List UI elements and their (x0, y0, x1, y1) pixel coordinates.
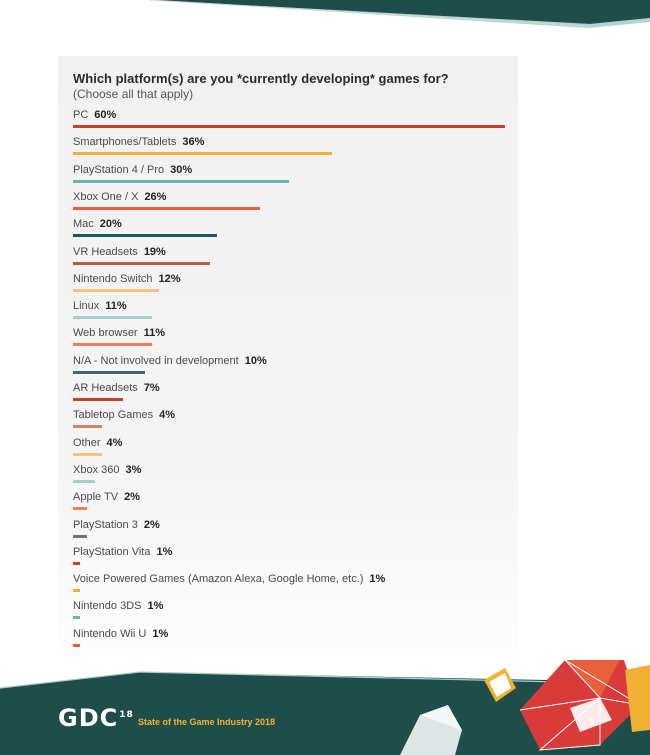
value-label: 2% (124, 491, 140, 504)
value-label: 7% (143, 382, 160, 394)
category-name: Smartphones/Tablets (73, 136, 177, 149)
gdc-logo (58, 704, 134, 732)
category-label (73, 464, 141, 477)
bar (73, 343, 152, 346)
bar (73, 371, 145, 374)
category-label (73, 164, 192, 177)
category-name: VR Headsets (73, 245, 138, 258)
category-name: Voice Powered Games (Amazon Alexa, Google Home, etc.) (73, 573, 364, 586)
value-label: 1% (147, 600, 164, 613)
value-label: 4% (159, 409, 176, 422)
bar (73, 507, 87, 510)
category-label (73, 519, 160, 532)
category-name: Apple TV (73, 491, 119, 504)
page-number: 3 (589, 717, 595, 727)
bar (73, 453, 102, 456)
category-label (73, 300, 127, 313)
value-label: 10% (244, 354, 267, 367)
category-name: Nintendo Wii U (73, 627, 147, 640)
value-label: 4% (106, 436, 123, 449)
value-label: 12% (158, 272, 181, 285)
category-label (73, 409, 175, 422)
bar (73, 480, 95, 483)
category-name: PlayStation 4 / Pro (73, 163, 165, 176)
value-label: 1% (152, 627, 169, 640)
bar (73, 535, 87, 538)
value-label: 1% (156, 545, 173, 558)
category-name: Xbox One / X (73, 190, 139, 203)
category-label (73, 109, 116, 122)
bar (73, 125, 505, 128)
chart-panel (58, 56, 518, 654)
category-name: Other (73, 436, 101, 449)
category-name: PlayStation Vita (73, 545, 151, 558)
logo-text: GDC (58, 704, 119, 732)
category-name: Nintendo 3DS (73, 600, 142, 613)
category-label (73, 600, 163, 613)
bar (73, 644, 80, 647)
top-banner-decoration (0, 0, 650, 30)
value-label: 3% (125, 463, 142, 476)
category-label (73, 218, 122, 231)
category-name: Linux (73, 300, 100, 313)
value-label: 60% (94, 109, 117, 121)
logo-sup: 18 (119, 710, 134, 720)
category-label (73, 382, 160, 395)
bar (73, 207, 260, 210)
category-label (73, 628, 168, 641)
value-label: 30% (170, 163, 193, 176)
value-label: 11% (143, 327, 166, 340)
category-name: Xbox 360 (73, 463, 120, 476)
bar (73, 425, 102, 428)
category-label (73, 355, 267, 368)
bar (73, 562, 80, 565)
bar (73, 180, 289, 183)
category-label (73, 246, 166, 259)
value-label: 11% (105, 300, 127, 313)
category-label (73, 573, 385, 586)
category-label (73, 191, 166, 204)
value-label: 1% (369, 573, 386, 586)
category-name: Tabletop Games (73, 409, 154, 422)
value-label: 36% (182, 136, 205, 149)
category-label (73, 546, 172, 559)
bar (73, 289, 159, 292)
bar (73, 262, 210, 265)
bar (73, 152, 332, 155)
bar (73, 234, 217, 237)
chart-title: Which platform(s) are you *currently developing* games for? (73, 71, 449, 86)
category-label (73, 136, 204, 149)
category-name: PlayStation 3 (73, 518, 138, 531)
category-name: AR Headsets (73, 382, 138, 394)
bar (73, 589, 80, 592)
footer (0, 660, 650, 755)
category-name: PC (73, 109, 89, 121)
category-label (73, 491, 140, 504)
value-label: 26% (144, 190, 167, 203)
category-name: Mac (73, 218, 94, 231)
category-name: Web browser (73, 327, 138, 340)
bar (73, 616, 80, 619)
value-label: 20% (99, 218, 122, 231)
bar (73, 398, 123, 401)
category-label (73, 437, 122, 450)
value-label: 19% (143, 245, 166, 258)
chart-subtitle: (Choose all that apply) (73, 87, 194, 101)
report-title: State of the Game Industry 2018 (138, 717, 276, 727)
category-label (73, 327, 165, 340)
category-name: N/A - Not involved in development (73, 354, 239, 367)
value-label: 2% (143, 518, 160, 531)
bar (73, 316, 152, 319)
category-label (73, 273, 181, 286)
category-name: Nintendo Switch (73, 272, 153, 285)
